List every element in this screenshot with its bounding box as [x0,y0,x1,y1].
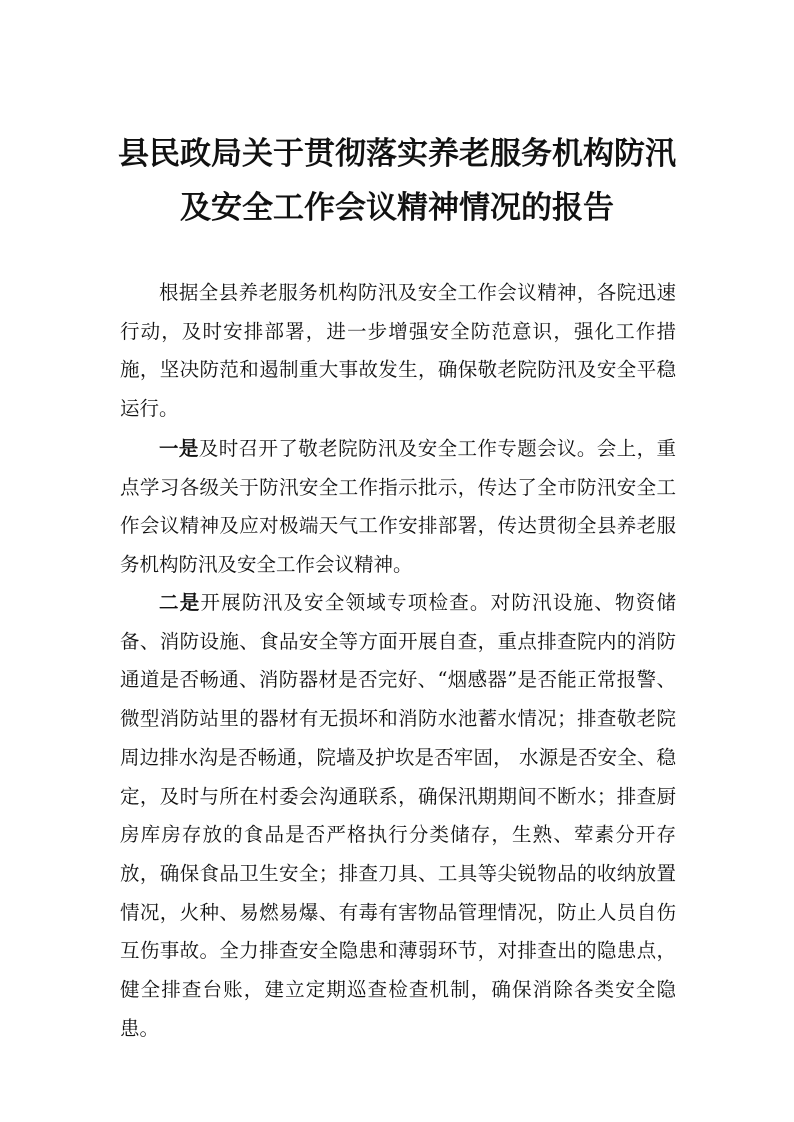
document-title-line-2: 及安全工作会议精神情况的报告 [180,190,614,226]
paragraph-text: 根据全县养老服务机构防汛及安全工作会议精神，各院迅速行动，及时安排部署，进一步增强安全防范意识，强化工作措施，坚决防范和遏制重大事故发生，确保敬老院防汛及安全平稳运行。 [120,281,676,421]
paragraph-lead: 二是 [159,591,201,614]
paragraph-text: 开展防汛及安全领域专项检查。对防汛设施、物资储备、消防设施、食品安全等方面开展自查，重点排查院内的消防通道是否畅通、消防器材是否完好、“烟感器”是否能正常报警、微型消防站里的器材有无损坏和消防水池蓄水情况；排查敬老院周边排水沟是否畅通，院墙及护坎是否牢固， 水源是否安全、稳定，及时与所在村委会沟通联系，确保汛期期间不断水；排查厨房库房存放的食品是否严格执行分类储存，生熟、荤素分开存放，确保食品卫生安全；排查刀具、工具等尖锐物品的收纳放置情况，火种、易燃易爆、有毒有害物品管理情况，防止人员自伤互伤事故。全力排查安全隐患和薄弱环节，对排查出的隐患点，健全排查台账，建立定期巡查检查机制，确保消除各类安全隐患。 [120,591,676,1040]
paragraph-lead: 一是 [159,437,199,460]
paragraph-item-1 [120,430,676,585]
document-title-line-1: 县民政局关于贯彻落实养老服务机构防汛 [118,136,676,172]
paragraph-intro [120,274,676,429]
paragraph-text: 及时召开了敬老院防汛及安全工作专题会议。会上，重点学习各级关于防汛安全工作指示批示，传达了全市防汛安全工作会议精神及应对极端天气工作安排部署，传达贯彻全县养老服务机构防汛及安全工作会议精神。 [120,437,676,577]
paragraph-item-2 [120,584,676,1048]
